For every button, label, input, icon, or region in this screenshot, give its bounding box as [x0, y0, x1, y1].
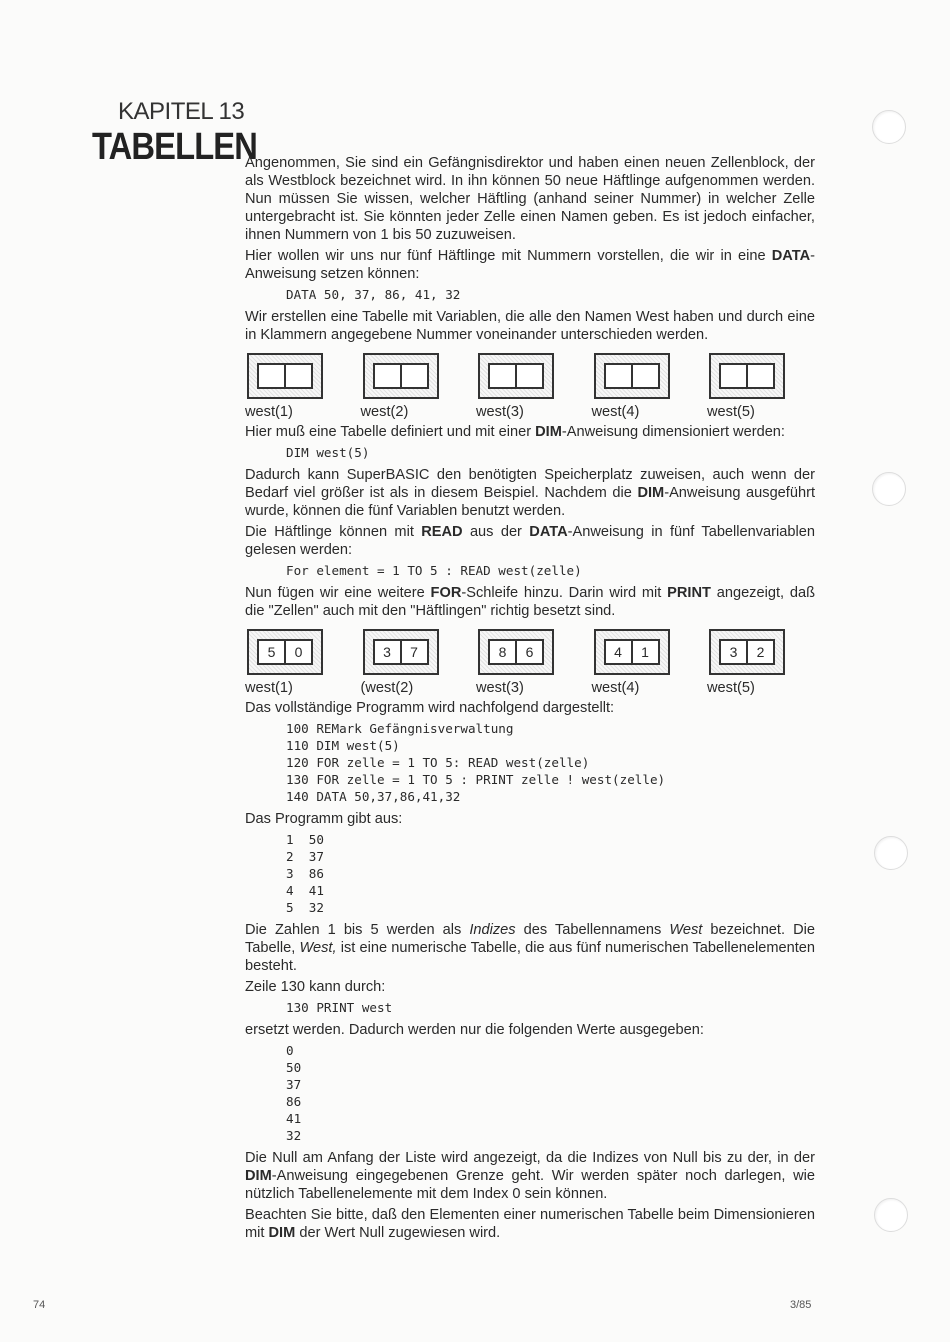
- chapter-title: TABELLEN: [92, 126, 257, 168]
- cell-item: [245, 353, 321, 421]
- cell-box: [594, 353, 670, 399]
- code-line: 2 37: [286, 849, 324, 864]
- cell-digits: [604, 639, 660, 665]
- cell-item: [592, 629, 668, 697]
- cell-digits: [719, 363, 775, 389]
- code-line: DIM west(5): [286, 445, 370, 460]
- cells-empty: [245, 353, 783, 421]
- cell-label: west(4): [591, 680, 640, 696]
- cell-box: [363, 353, 439, 399]
- cell-digits: [719, 639, 775, 665]
- cell-label: (west(2): [360, 680, 414, 696]
- paragraph: Dadurch kann SuperBASIC den benötigten Speicherplatz zuweisen, auch wenn der Bedarf viel größer ist als in diesem Beispiel. Nachdem die DIM-Anweisung ausgeführt wurde, können die fünf Variablen benutzt werden.: [245, 467, 816, 519]
- paragraph: Nun fügen wir eine weitere FOR-Schleife hinzu. Darin wird mit PRINT angezeigt, daß die "Zellen" auch mit den "Häftlingen" richtig besetzt sind.: [245, 585, 816, 619]
- code-line: 130 PRINT west: [286, 1000, 393, 1015]
- code-line: 140 DATA 50,37,86,41,32: [286, 789, 461, 804]
- code-line: 1 50: [286, 832, 324, 847]
- cell-digit: 3: [721, 641, 748, 663]
- cell-digit: [375, 365, 402, 387]
- cell-item: [361, 353, 437, 421]
- code-line: For element = 1 TO 5 : READ west(zelle): [286, 563, 582, 578]
- cell-digits: [373, 363, 429, 389]
- cell-digit: [721, 365, 748, 387]
- cell-digit: 6: [525, 644, 534, 660]
- paragraph: Die Null am Anfang der Liste wird angezeigt, da die Indizes von Null bis zu der, in der DIM-Anweisung eingegebenen Grenze geht. Wir werden später noch darlegen, wie nützlich Tabellenelemente mit dem Index 0 sein können.: [245, 1150, 815, 1202]
- cell-box: [709, 353, 785, 399]
- code-line: DATA 50, 37, 86, 41, 32: [286, 287, 461, 302]
- cell-box: [363, 629, 439, 675]
- cell-box: [594, 629, 670, 675]
- paragraph: Die Zahlen 1 bis 5 werden als Indizes des Tabellennamens West bezeichnet. Die Tabelle, West, ist eine numerische Tabelle, die aus fünf numerischen Tabellenelementen besteht.: [245, 922, 816, 974]
- code-line: 5 32: [286, 900, 324, 915]
- cell-digit: 0: [294, 644, 303, 660]
- cell-box: [478, 629, 554, 675]
- code-line: 37: [286, 1077, 302, 1092]
- cell-item: [707, 629, 783, 697]
- punch-hole: [872, 472, 906, 506]
- paragraph: Beachten Sie bitte, daß den Elementen einer numerischen Tabelle beim Dimensionieren mit DIM der Wert Null zugewiesen wird.: [245, 1207, 815, 1241]
- cell-box: [709, 629, 785, 675]
- punch-hole: [874, 1198, 908, 1232]
- cell-label: west(5): [707, 404, 755, 420]
- code-line: 110 DIM west(5): [286, 738, 400, 753]
- cell-digit: [286, 365, 311, 387]
- cell-box: [247, 353, 323, 399]
- punch-hole: [874, 836, 908, 870]
- cell-digit: 3: [375, 641, 402, 663]
- paragraph: Hier wollen wir uns nur fünf Häftlinge mit Nummern vorstellen, die wir in eine DATA-Anweisung setzen können:: [245, 248, 815, 282]
- cell-item: [361, 629, 437, 697]
- cell-digits: [488, 363, 544, 389]
- punch-hole: [872, 110, 906, 144]
- chapter-label: KAPITEL 13: [118, 98, 245, 125]
- code-line: 3 86: [286, 866, 324, 881]
- cell-digit: 2: [756, 644, 765, 660]
- page-number: 74: [33, 1299, 46, 1311]
- code-line: 0: [286, 1043, 294, 1058]
- cell-digit: 1: [641, 644, 649, 660]
- code-line: 130 FOR zelle = 1 TO 5 : PRINT zelle ! west(zelle): [286, 772, 666, 787]
- cell-item: [707, 353, 783, 421]
- cell-digits: [373, 639, 429, 665]
- cell-digit: [490, 365, 517, 387]
- cell-label: west(4): [591, 404, 640, 420]
- cell-digit: 4: [606, 641, 633, 663]
- cell-label: west(1): [245, 404, 293, 420]
- code-line: 100 REMark Gefängnisverwaltung: [286, 721, 514, 736]
- cell-box: [478, 353, 554, 399]
- cell-box: [247, 629, 323, 675]
- code-line: 86: [286, 1094, 302, 1109]
- program-output: [245, 1042, 815, 1144]
- code-line: 4 41: [286, 883, 324, 898]
- code-line: 50: [286, 1060, 302, 1075]
- paragraph: Angenommen, Sie sind ein Gefängnisdirektor und haben einen neuen Zellenblock, der als Westblock bezeichnet wird. In ihn können 50 neue Häftlinge aufgenommen werden. Nun müssen Sie wissen, welcher Häftling (anhand seiner Nummer) in welcher Zelle untergebracht ist. Sie könnten jeder Zelle einen Namen geben. Es ist jedoch einfacher, ihnen Nummern von 1 bis 50 zuzuweisen.: [245, 155, 815, 243]
- cell-digits: [257, 639, 313, 665]
- cell-digit: [633, 365, 658, 387]
- cell-digit: [748, 365, 773, 387]
- cell-digit: [517, 365, 542, 387]
- cell-digits: [604, 363, 660, 389]
- cell-label: west(3): [476, 404, 524, 420]
- paragraph: Hier muß eine Tabelle definiert und mit einer DIM-Anweisung dimensioniert werden:: [245, 424, 785, 440]
- code-line: 41: [286, 1111, 302, 1126]
- code-line: 120 FOR zelle = 1 TO 5: READ west(zelle): [286, 755, 590, 770]
- cell-item: [592, 353, 668, 421]
- cell-digit: [402, 365, 427, 387]
- cell-item: [476, 353, 552, 421]
- cell-label: west(1): [245, 680, 293, 696]
- cells-filled: [245, 629, 783, 697]
- cell-label: west(3): [476, 680, 524, 696]
- cell-digit: 8: [490, 641, 517, 663]
- program-output: [245, 831, 815, 916]
- cell-digits: [257, 363, 313, 389]
- paragraph: Wir erstellen eine Tabelle mit Variablen, die alle den Namen West haben und durch eine in Klammern angegebene Nummer voneinander unterschieden werden.: [245, 309, 815, 343]
- cell-label: west(2): [360, 404, 409, 420]
- body-text: [245, 154, 815, 1245]
- cell-digits: [488, 639, 544, 665]
- code-line: 32: [286, 1128, 302, 1143]
- cell-digit: [259, 365, 286, 387]
- paragraph: Das vollständige Programm wird nachfolgend dargestellt:: [245, 700, 615, 716]
- paragraph: Zeile 130 kann durch:: [245, 979, 386, 995]
- paragraph: Die Häftlinge können mit READ aus der DATA-Anweisung in fünf Tabellenvariablen gelesen werden:: [245, 524, 815, 558]
- cell-digit: 5: [259, 641, 286, 663]
- cell-label: west(5): [707, 680, 755, 696]
- print-date: 3/85: [790, 1299, 812, 1311]
- cell-item: [476, 629, 552, 697]
- program-listing: [245, 720, 815, 805]
- cell-digit: [606, 365, 633, 387]
- cell-item: [245, 629, 321, 697]
- paragraph: ersetzt werden. Dadurch werden nur die folgenden Werte ausgegeben:: [245, 1022, 704, 1038]
- paragraph: Das Programm gibt aus:: [245, 811, 403, 827]
- cell-digit: 7: [410, 644, 418, 660]
